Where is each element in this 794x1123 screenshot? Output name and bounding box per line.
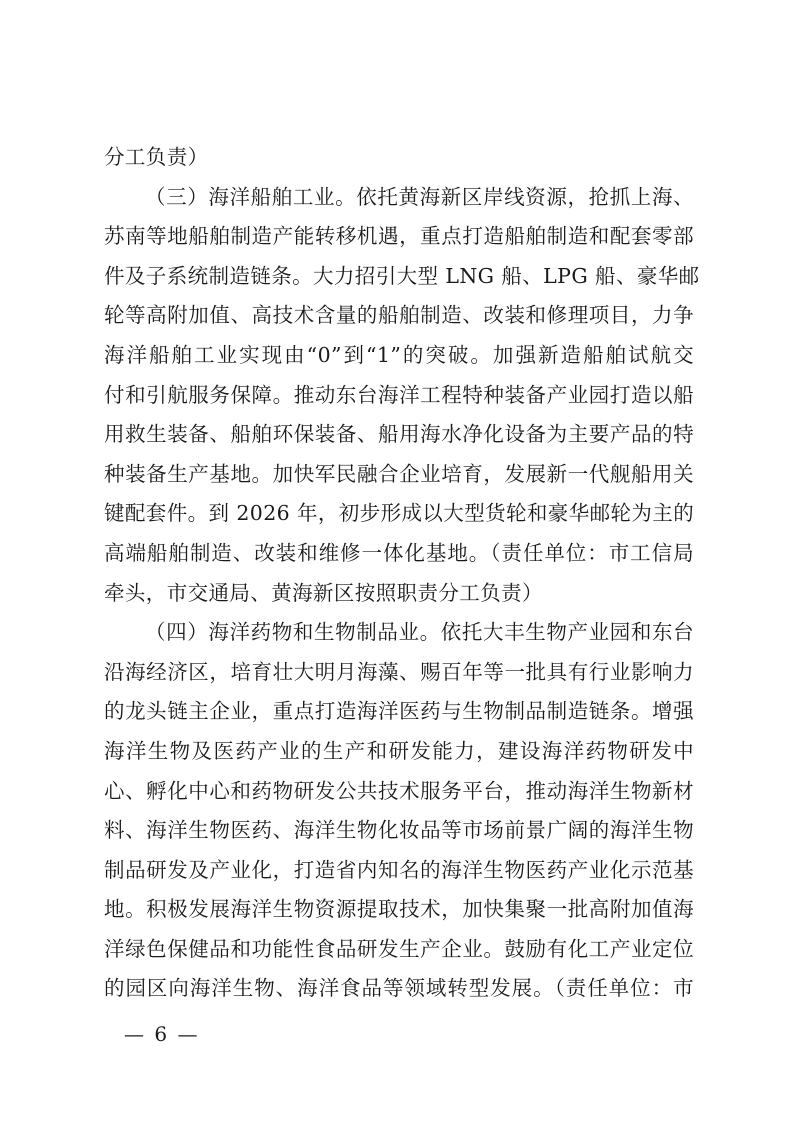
line-text: 洋绿色保健品和功能性食品研发生产企业。鼓励有化工产业定位 [104, 936, 694, 961]
document-body [104, 138, 700, 1009]
line-text: 海洋生物及医药产业的生产和研发能力，建设海洋药物研发中 [104, 738, 694, 763]
text-line [104, 296, 694, 336]
text-line [104, 336, 694, 376]
text-line [104, 811, 694, 851]
line-text: 制品研发及产业化，打造省内知名的海洋生物医药产业化示范基 [104, 857, 694, 882]
text-line [104, 574, 694, 614]
line-text: 件及子系统制造链条。大力招引大型 LNG 船、LPG 船、豪华邮 [104, 263, 700, 288]
line-text: 沿海经济区，培育壮大明月海藻、赐百年等一批具有行业影响力 [104, 659, 694, 684]
text-line [104, 494, 694, 534]
text-line [104, 851, 694, 891]
line-text: 的园区向海洋生物、海洋食品等领域转型发展。（责任单位：市 [104, 976, 694, 1001]
section-heading: （四）海洋药物和生物制品业。 [145, 620, 441, 645]
page-number: — 6 — [124, 1022, 200, 1046]
line-text: 付和引航服务保障。推动东台海洋工程特种装备产业园打造以船 [104, 382, 694, 407]
line-text: 用救生装备、船舶环保装备、船用海水净化设备为主要产品的特 [104, 422, 694, 447]
text-line [104, 653, 694, 693]
text-line [104, 257, 700, 297]
line-text: 牵头，市交通局、黄海新区按照职责分工负责） [104, 580, 543, 605]
text-line [104, 376, 694, 416]
text-line [104, 415, 694, 455]
line-text: 的龙头链主企业，重点打造海洋医药与生物制品制造链条。增强 [104, 699, 694, 724]
line-text: 苏南等地船舶制造产能转移机遇，重点打造船舶制造和配套零部 [104, 224, 694, 249]
section-heading-line [104, 178, 694, 218]
text-line [104, 138, 694, 178]
line-text: 键配套件。到 2026 年，初步形成以大型货轮和豪华邮轮为主的 [104, 501, 695, 526]
text-line [104, 890, 694, 930]
line-text: 料、海洋生物医药、海洋生物化妆品等市场前景广阔的海洋生物 [104, 818, 694, 843]
text-line [104, 772, 694, 812]
text-line [104, 732, 694, 772]
section-heading-line [104, 613, 694, 653]
line-text: 心、孵化中心和药物研发公共技术服务平台，推动海洋生物新材 [104, 778, 694, 803]
line-text: 高端船舶制造、改装和维修一体化基地。（责任单位：市工信局 [104, 540, 694, 565]
text-line [104, 692, 694, 732]
text-line [104, 930, 694, 970]
line-text: 依托黄海新区岸线资源，抢抓上海、 [356, 184, 695, 209]
line-text: 地。积极发展海洋生物资源提取技术，加快集聚一批高附加值海 [104, 897, 694, 922]
text-line [104, 534, 694, 574]
text-line [104, 969, 694, 1009]
text-line [104, 455, 694, 495]
line-text: 依托大丰生物产业园和东台 [440, 620, 694, 645]
section-heading: （三）海洋船舶工业。 [145, 184, 357, 209]
line-text: 海洋船舶工业实现由“0”到“1”的突破。加强新造船舶试航交 [104, 342, 694, 367]
line-text: 分工负责） [104, 145, 209, 169]
line-text: 轮等高附加值、高技术含量的船舶制造、改装和修理项目，力争 [104, 303, 694, 328]
line-text: 种装备生产基地。加快军民融合企业培育，发展新一代舰船用关 [104, 461, 694, 486]
text-line [104, 217, 694, 257]
